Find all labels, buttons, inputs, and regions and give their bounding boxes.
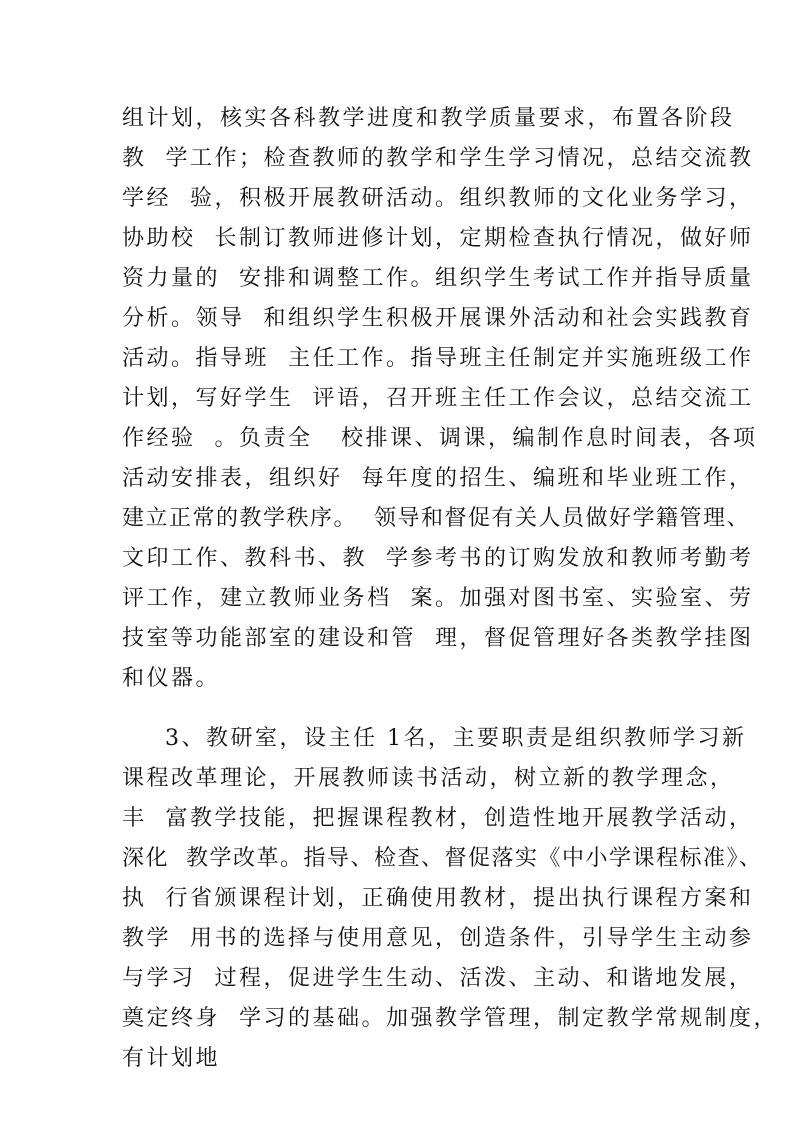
- text-line: 作经验 。负责全 校排课、调课，编制作息时间表，各项: [122, 426, 758, 451]
- text-line: 课程改革理论，开展教师读书活动，树立新的教学理念，: [122, 766, 735, 791]
- text-line: 丰 富教学技能，把握课程教材，创造性地开展教学活动，: [122, 806, 754, 831]
- text-line: 奠定终身 学习的基础。加强教学管理，制定教学常规制度，: [122, 1006, 778, 1031]
- text-line: 活动安排表，组织好 每年度的招生、编班和毕业班工作，: [122, 466, 754, 491]
- text-line: 与学习 过程，促进学生生动、活泼、主动、和谐地发展，: [122, 966, 754, 991]
- paragraph-start-line: 3、教研室，设主任 1名，主要职责是组织教师学习新: [165, 726, 747, 751]
- text-line: 执 行省颁课程计划，正确使用教材，提出执行课程方案和: [122, 886, 754, 911]
- text-line: 分析。领导 和组织学生积极开展课外活动和社会实践教育: [122, 306, 754, 331]
- text-line: 评工作，建立教师业务档 案。加强对图书室、实验室、劳: [122, 586, 754, 611]
- text-line: 学经 验，积极开展教研活动。组织教师的文化业务学习，: [122, 186, 754, 211]
- text-line: 计划，写好学生 评语，召开班主任工作会议，总结交流工: [122, 386, 754, 411]
- text-line: 教 学工作；检查教师的教学和学生学习情况，总结交流教: [122, 146, 754, 171]
- text-line: 活动。指导班 主任工作。指导班主任制定并实施班级工作: [122, 346, 754, 371]
- text-line: 资力量的 安排和调整工作。组织学生考试工作并指导质量: [122, 266, 754, 291]
- text-line: 建立正常的教学秩序。 领导和督促有关人员做好学籍管理、: [122, 506, 750, 531]
- text-line: 教学 用书的选择与使用意见，创造条件，引导学生主动参: [122, 926, 754, 951]
- text-line: 和仪器。: [122, 666, 221, 691]
- text-line: 组计划，核实各科教学进度和教学质量要求，布置各阶段: [122, 106, 735, 131]
- text-line: 技室等功能部室的建设和管 理，督促管理好各类教学挂图: [122, 626, 754, 651]
- text-line: 有计划地: [122, 1046, 221, 1071]
- text-line: 深化 教学改革。指导、检查、督促落实《中小学课程标准》、: [122, 846, 763, 871]
- text-line: 文印工作、教科书、教 学参考书的订购发放和教师考勤考: [122, 546, 754, 571]
- text-line: 协助校 长制订教师进修计划，定期检查执行情况，做好师: [122, 226, 754, 251]
